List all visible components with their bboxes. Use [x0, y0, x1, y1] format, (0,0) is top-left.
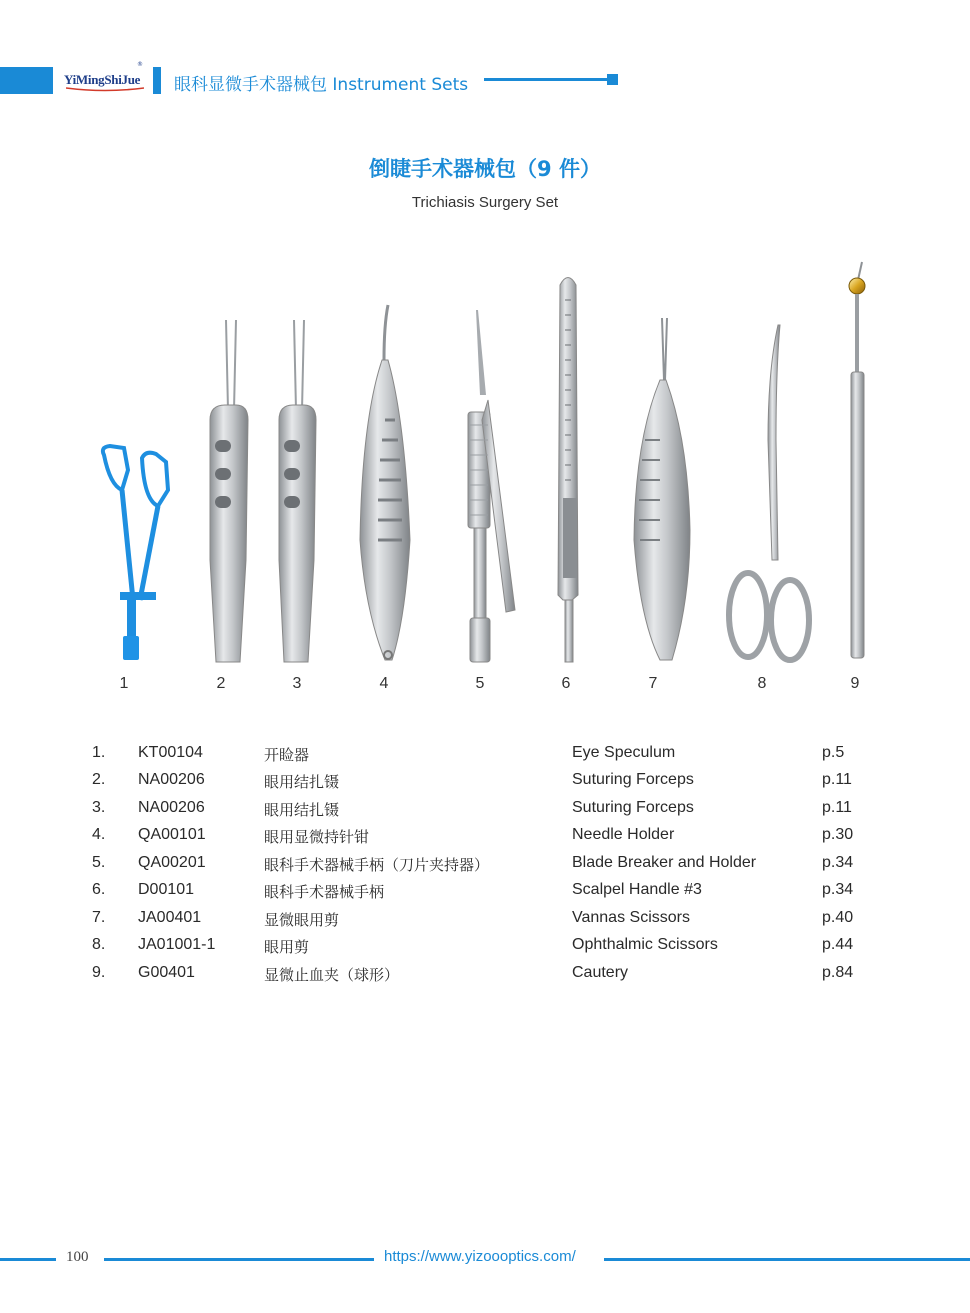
- item-code: KT00104: [138, 744, 203, 761]
- item-code: D00101: [138, 881, 195, 898]
- list-item: [0, 799, 970, 826]
- item-page: p.11: [822, 799, 852, 816]
- instrument-number: 4: [379, 675, 389, 692]
- list-item: [0, 771, 970, 798]
- instruments-photo: [0, 250, 970, 670]
- item-code: JA00401: [138, 909, 202, 926]
- item-index: 9.: [92, 964, 106, 981]
- eye-speculum-image: [103, 446, 168, 660]
- item-name-cn: 眼科手术器械手柄（刀片夹持器）: [264, 856, 490, 874]
- item-page: p.11: [822, 771, 852, 788]
- item-name-cn: 显微眼用剪: [264, 911, 340, 929]
- item-page: p.44: [822, 936, 854, 953]
- item-index: 6.: [92, 881, 106, 898]
- logo-swoosh-icon: [66, 87, 144, 92]
- item-page: p.84: [822, 964, 854, 981]
- logo-text: YiMingShiJue: [64, 72, 141, 87]
- item-index: 2.: [92, 771, 106, 788]
- cautery-image: [849, 262, 865, 658]
- header-line: [484, 78, 608, 81]
- item-page: p.5: [822, 744, 845, 761]
- instrument-number: 9: [850, 675, 860, 692]
- header-separator: [153, 67, 161, 94]
- footer-line-left: [0, 1258, 56, 1261]
- item-page: p.30: [822, 826, 854, 843]
- item-name-cn: 显微止血夹（球形）: [264, 966, 400, 984]
- instrument-number: 3: [292, 675, 302, 692]
- website-link[interactable]: https://www.yizoooptics.com/: [384, 1248, 576, 1265]
- ophthalmic-scissors-image: [729, 325, 809, 660]
- item-index: 7.: [92, 909, 106, 926]
- item-index: 3.: [92, 799, 106, 816]
- suturing-forceps-image-2: [279, 320, 316, 662]
- item-name-en: Suturing Forceps: [572, 799, 694, 816]
- item-name-en: Vannas Scissors: [572, 909, 690, 926]
- item-index: 1.: [92, 744, 106, 761]
- page-number: 100: [66, 1249, 89, 1265]
- item-name-cn: 开睑器: [264, 746, 310, 764]
- brand-logo: [64, 68, 146, 92]
- item-code: NA00206: [138, 799, 205, 816]
- instrument-number: 7: [648, 675, 658, 692]
- list-item: [0, 854, 970, 881]
- item-code: QA00201: [138, 854, 206, 871]
- item-code: JA01001-1: [138, 936, 216, 953]
- item-code: NA00206: [138, 771, 205, 788]
- list-item: [0, 936, 970, 963]
- item-name-cn: 眼科手术器械手柄: [264, 883, 385, 901]
- item-code: G00401: [138, 964, 195, 981]
- header-square: [607, 74, 618, 85]
- registered-mark: ®: [137, 61, 143, 68]
- item-name-cn: 眼用显微持针钳: [264, 828, 370, 846]
- instrument-number: 1: [119, 675, 129, 692]
- list-item: [0, 909, 970, 936]
- list-item: [0, 881, 970, 908]
- item-name-cn: 眼用剪: [264, 938, 310, 956]
- header-title: 眼科显微手术器械包 Instrument Sets: [174, 75, 469, 95]
- item-name-en: Scalpel Handle #3: [572, 881, 702, 898]
- instrument-number: 2: [216, 675, 226, 692]
- list-item: [0, 826, 970, 853]
- footer-line-middle: [104, 1258, 374, 1261]
- instrument-number: 6: [561, 675, 571, 692]
- suturing-forceps-image: [210, 320, 248, 662]
- list-item: [0, 964, 970, 991]
- item-name-en: Suturing Forceps: [572, 771, 694, 788]
- item-index: 4.: [92, 826, 106, 843]
- needle-holder-image: [360, 305, 410, 660]
- item-page: p.34: [822, 854, 854, 871]
- instrument-number: 8: [757, 675, 767, 692]
- item-page: p.40: [822, 909, 854, 926]
- list-item: [0, 744, 970, 771]
- item-name-en: Cautery: [572, 964, 629, 981]
- item-name-en: Blade Breaker and Holder: [572, 854, 757, 871]
- footer-line-right: [604, 1258, 970, 1261]
- scalpel-handle-image: [558, 278, 578, 663]
- item-index: 5.: [92, 854, 106, 871]
- set-title-en: Trichiasis Surgery Set: [411, 194, 559, 211]
- item-name-en: Needle Holder: [572, 826, 675, 843]
- vannas-scissors-image: [634, 318, 690, 660]
- item-name-en: Ophthalmic Scissors: [572, 936, 718, 953]
- blade-holder-image: [468, 310, 515, 662]
- header-accent-bar: [0, 67, 53, 94]
- item-code: QA00101: [138, 826, 206, 843]
- item-index: 8.: [92, 936, 106, 953]
- set-title-cn: 倒睫手术器械包（9 件）: [369, 157, 601, 181]
- item-name-en: Eye Speculum: [572, 744, 676, 761]
- item-page: p.34: [822, 881, 854, 898]
- item-name-cn: 眼用结扎镊: [264, 801, 340, 819]
- instrument-number: 5: [475, 675, 485, 692]
- item-name-cn: 眼用结扎镊: [264, 773, 340, 791]
